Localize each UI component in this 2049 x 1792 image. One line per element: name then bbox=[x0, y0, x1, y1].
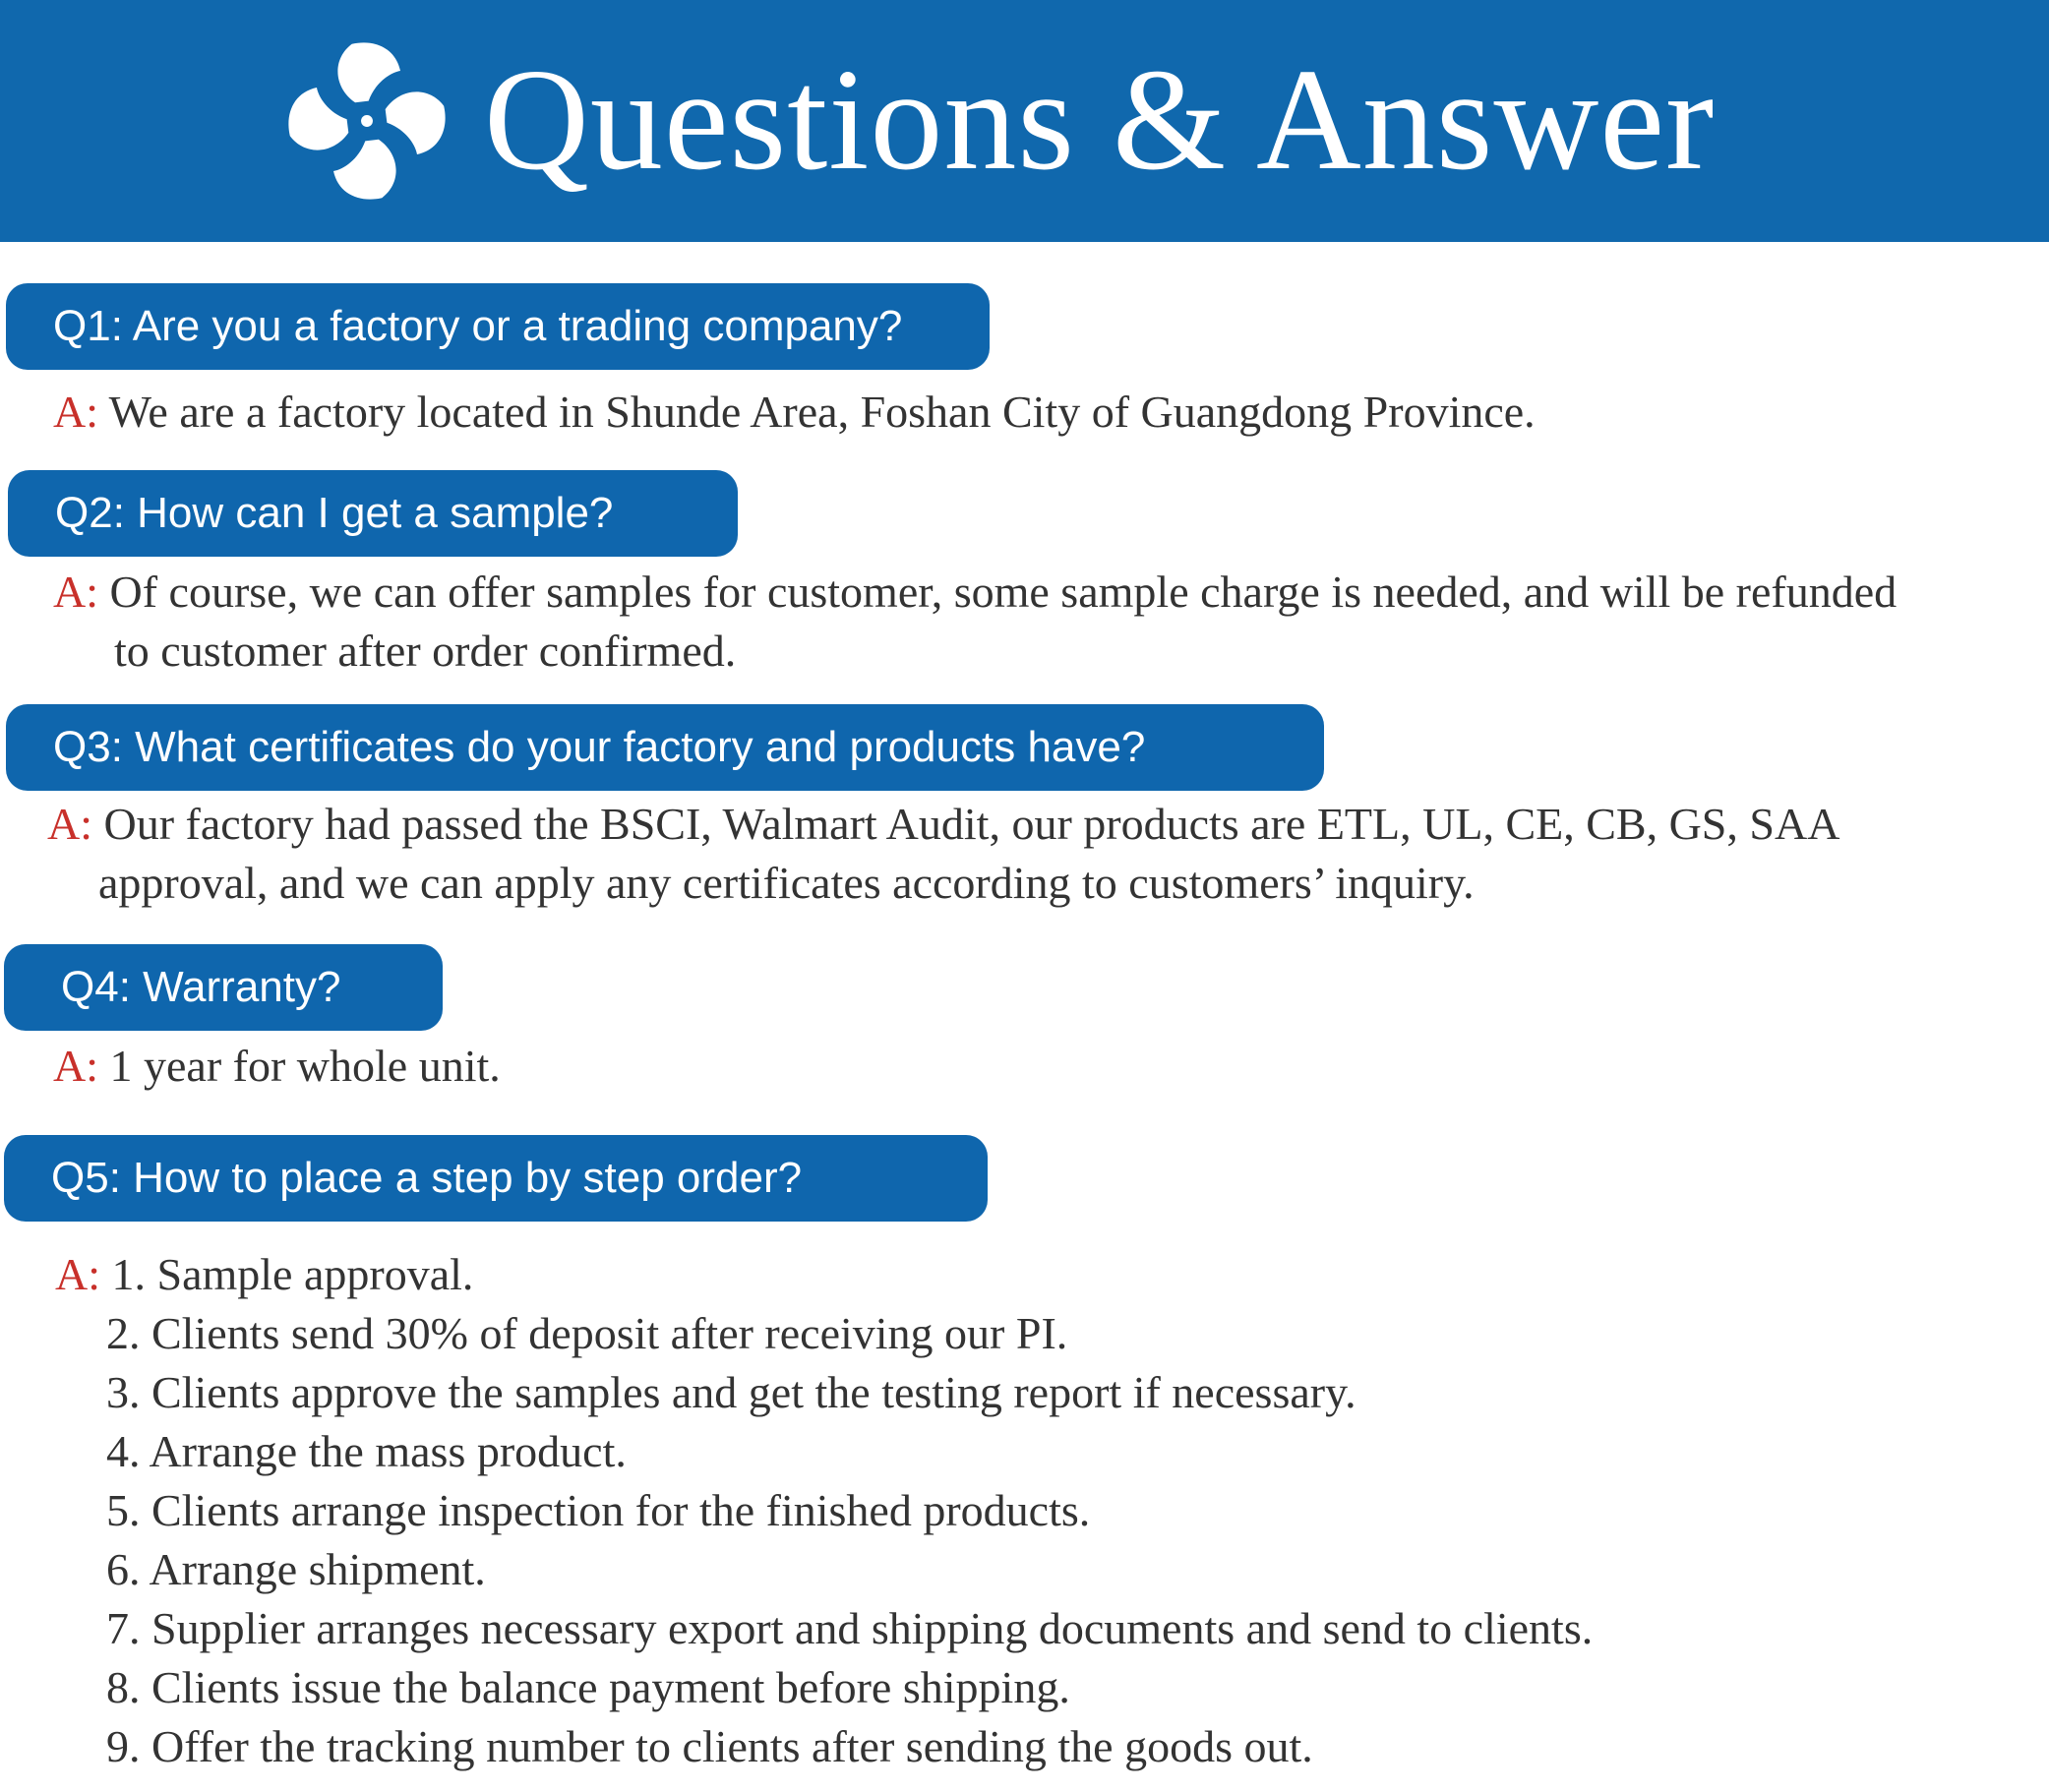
question-3 bbox=[6, 704, 1324, 791]
question-5 bbox=[4, 1135, 988, 1222]
answer-5-step-5: 5. Clients arrange inspection for the finished products. bbox=[106, 1485, 1091, 1535]
answer-3-line-2: approval, and we can apply any certificates according to customers’ inquiry. bbox=[98, 858, 1475, 908]
header-banner bbox=[0, 0, 2049, 242]
answer-3 bbox=[47, 795, 1839, 854]
answer-5-step-1: 1. Sample approval. bbox=[111, 1249, 474, 1299]
answer-1 bbox=[53, 382, 1536, 443]
question-4-text: Q4: Warranty? bbox=[61, 963, 341, 1011]
answer-label: A: bbox=[55, 1249, 100, 1299]
question-1 bbox=[6, 283, 990, 370]
answer-2 bbox=[53, 563, 1897, 622]
fan-icon bbox=[283, 37, 451, 205]
answer-label: A: bbox=[53, 567, 98, 617]
answer-5-step-7: 7. Supplier arranges necessary export and shipping documents and send to clients. bbox=[106, 1603, 1594, 1653]
answer-1-line-1: We are a factory located in Shunde Area, Foshan City of Guangdong Province. bbox=[108, 387, 1536, 437]
answer-5-step-8: 8. Clients issue the balance payment before shipping. bbox=[106, 1662, 1070, 1712]
answer-5-step-4: 4. Arrange the mass product. bbox=[106, 1426, 627, 1476]
answer-5 bbox=[55, 1245, 473, 1304]
answer-5-step-2: 2. Clients send 30% of deposit after receiving our PI. bbox=[106, 1308, 1068, 1358]
page-title: Questions & Answer bbox=[484, 39, 1716, 201]
answer-4 bbox=[53, 1037, 501, 1096]
answer-label: A: bbox=[47, 799, 92, 849]
question-1-text: Q1: Are you a factory or a trading company? bbox=[53, 302, 903, 350]
question-2 bbox=[8, 470, 738, 557]
answer-4-line-1: 1 year for whole unit. bbox=[109, 1041, 501, 1091]
answer-5-step-9: 9. Offer the tracking number to clients after sending the goods out. bbox=[106, 1721, 1313, 1771]
question-4 bbox=[4, 944, 443, 1031]
answer-3-line-1: Our factory had passed the BSCI, Walmart Audit, our products are ETL, UL, CE, CB, GS, SAA bbox=[103, 799, 1840, 849]
question-2-text: Q2: How can I get a sample? bbox=[55, 489, 614, 537]
question-3-text: Q3: What certificates do your factory and products have? bbox=[53, 723, 1146, 771]
answer-label: A: bbox=[53, 1041, 98, 1091]
answer-2-line-2: to customer after order confirmed. bbox=[114, 626, 737, 676]
answer-2-line-1: Of course, we can offer samples for customer, some sample charge is needed, and will be refunded bbox=[109, 567, 1898, 617]
question-5-text: Q5: How to place a step by step order? bbox=[51, 1154, 803, 1202]
answer-5-step-3: 3. Clients approve the samples and get the testing report if necessary. bbox=[106, 1367, 1356, 1417]
answer-5-step-6: 6. Arrange shipment. bbox=[106, 1544, 486, 1594]
answer-label: A: bbox=[53, 387, 98, 437]
